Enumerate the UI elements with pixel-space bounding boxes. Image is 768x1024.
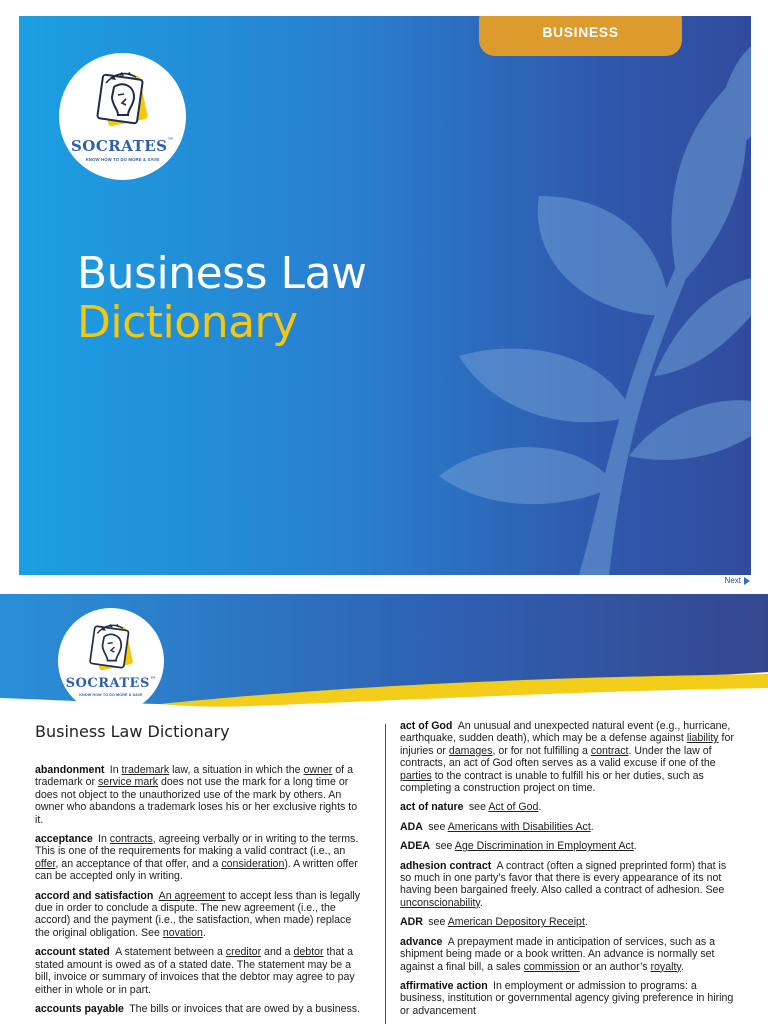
next-arrow-icon xyxy=(744,577,750,585)
definition-text: , or for not fulfilling a xyxy=(492,744,591,757)
entry-term: abandonment xyxy=(35,764,105,776)
definition-text: In xyxy=(98,833,110,846)
cross-reference-link[interactable]: trademark xyxy=(121,764,170,776)
cross-reference-link[interactable]: An agreement xyxy=(158,889,226,902)
definition-text: . xyxy=(479,896,483,909)
cross-reference-link[interactable]: American Depository Receipt xyxy=(447,916,585,929)
category-label: BUSINESS xyxy=(542,24,619,40)
dictionary-entry xyxy=(400,840,740,852)
definition-text: A statement between a xyxy=(115,946,226,959)
definition-text: . xyxy=(538,801,542,814)
entry-term: ADA xyxy=(400,820,423,833)
definition-text: An unusual and unexpected natural event (e.g., hurricane, earthquake, sudden death), which may be a defense against xyxy=(400,720,731,745)
definition-text: . xyxy=(590,820,594,833)
entry-term: accounts payable xyxy=(35,1002,124,1015)
cross-reference-link[interactable]: offer xyxy=(35,857,56,870)
dictionary-entry xyxy=(400,720,740,794)
cross-reference-link[interactable]: contracts xyxy=(109,833,153,846)
cross-reference-link[interactable]: parties xyxy=(400,769,432,782)
entry-term: ADR xyxy=(400,916,423,929)
definition-text: In xyxy=(109,764,122,776)
cross-reference-link[interactable]: service mark xyxy=(98,776,159,789)
cross-reference-link[interactable]: Americans with Disabilities Act xyxy=(447,820,591,833)
next-label: Next xyxy=(724,576,741,585)
definition-text: or an author’s xyxy=(579,960,651,973)
dictionary-entry xyxy=(400,821,740,833)
cross-reference-link[interactable]: creditor xyxy=(225,946,262,959)
document-title: Business Law Dictionary xyxy=(35,722,230,741)
dictionary-entry xyxy=(400,860,740,910)
definition-text: see xyxy=(428,820,448,833)
brand-tagline: KNOW HOW TO DO MORE & SAVE xyxy=(85,157,160,162)
cross-reference-link[interactable]: unconscionability xyxy=(400,896,480,909)
definition-text: . Under the law of contracts, an act of God often serves as a valid excuse if one of the xyxy=(400,744,716,770)
socrates-logo xyxy=(58,608,164,714)
entry-term: advance xyxy=(400,935,443,948)
entry-term: ADEA xyxy=(400,840,431,853)
cross-reference-link[interactable]: debtor xyxy=(293,946,324,959)
definition-text: of a trademark or xyxy=(35,764,353,789)
socrates-logo xyxy=(59,53,186,180)
socrates-head-icon xyxy=(88,65,156,133)
dictionary-entry xyxy=(400,936,740,973)
definition-text: , an acceptance of that offer, and a xyxy=(55,857,222,870)
definition-text: , agreeing verbally or in writing to the terms. This is one of the requirements for making a valid contract (i.e., an xyxy=(35,833,359,858)
definition-text: . xyxy=(633,840,637,853)
brand-name: SOCRATES™ xyxy=(70,137,175,155)
entry-term: acceptance xyxy=(35,833,93,846)
entry-term: affirmative action xyxy=(400,979,488,992)
definition-text: and a xyxy=(261,946,294,959)
dictionary-entry xyxy=(400,980,740,1017)
definition-text: see xyxy=(468,801,489,814)
cross-reference-link[interactable]: liability xyxy=(686,732,719,745)
column-divider xyxy=(385,724,386,1024)
category-tab[interactable] xyxy=(479,16,682,56)
definition-text: . xyxy=(680,960,684,973)
dictionary-entry xyxy=(35,946,365,996)
entry-term: act of nature xyxy=(400,801,464,814)
cross-reference-link[interactable]: royalty xyxy=(650,960,681,973)
dictionary-entry xyxy=(35,764,365,826)
definition-text: that a stated amount is owed as of a stated date. The statement may be a bill, invoice or summary of invoices that the debtor may agree to pay either in whole or in part. xyxy=(35,946,355,996)
cross-reference-link[interactable]: commission xyxy=(523,960,580,973)
brand-tagline: KNOW HOW TO DO MORE & SAVE xyxy=(79,693,143,697)
definition-text: see xyxy=(428,916,448,929)
definitions-column-right xyxy=(400,720,740,1024)
dictionary-entry xyxy=(35,890,365,940)
next-page-link[interactable] xyxy=(725,576,750,585)
definition-text: . xyxy=(202,926,206,939)
cross-reference-link[interactable]: consideration xyxy=(221,857,285,870)
definition-text: ). A written offer can be accepted only in writing. xyxy=(35,857,358,883)
cover-title-line2: Dictionary xyxy=(77,297,298,348)
definition-text: for injuries or xyxy=(400,732,734,757)
cover-page xyxy=(19,16,751,575)
definition-text: . xyxy=(584,916,588,929)
definition-text: to the contract is unable to fulfill his or her duties, such as completing a construction project on time. xyxy=(400,769,704,795)
cross-reference-link[interactable]: owner xyxy=(303,764,333,776)
definitions-column-left xyxy=(35,764,365,1022)
definition-text: The bills or invoices that are owed by a business. xyxy=(129,1002,361,1015)
cross-reference-link[interactable]: Age Discrimination in Employment Act xyxy=(454,840,634,853)
dictionary-entry xyxy=(400,801,740,813)
definition-text: does not use the mark for a long time or does not object to the unauthorized use of the mark by others. An owner who abandons a trademark loses his or her exclusive rights to it. xyxy=(35,776,358,826)
entry-term: account stated xyxy=(35,946,110,959)
cross-reference-link[interactable]: novation xyxy=(162,926,203,939)
definition-text: to accept less than is legally due in order to conclude a dispute. The new agreement (i.e., the accord) and the payment (i.e., the satisfaction, when made) replace the original obligation. See xyxy=(35,889,361,939)
entry-term: accord and satisfaction xyxy=(35,889,154,902)
dictionary-entry xyxy=(400,916,740,928)
cross-reference-link[interactable]: contract xyxy=(590,744,629,757)
socrates-head-icon xyxy=(82,618,140,676)
brand-name: SOCRATES™ xyxy=(65,676,157,691)
definition-text: A contract (often a signed preprinted form) that is so much in one party’s favor that there is every appearance of its not having been bargained freely. Also called a contract of adhesion. See xyxy=(400,859,727,897)
cover-title-line1: Business Law xyxy=(77,248,367,299)
definition-text: law, a situation in which the xyxy=(169,764,304,776)
entry-term: act of God xyxy=(400,720,453,732)
dictionary-page xyxy=(0,594,768,1024)
dictionary-entry xyxy=(35,833,365,883)
dictionary-entry xyxy=(35,1003,365,1015)
definition-text: A prepayment made in anticipation of services, such as a shipment being made or a book written. An advance is normally set against a final bill, a sales xyxy=(400,935,716,973)
cross-reference-link[interactable]: damages xyxy=(448,744,493,757)
cross-reference-link[interactable]: Act of God xyxy=(488,801,539,814)
definition-text: In employment or admission to programs: a business, institution or governmental agency giving preference in hiring or advancement xyxy=(400,979,734,1017)
definition-text: see xyxy=(435,840,455,853)
entry-term: adhesion contract xyxy=(400,859,492,872)
